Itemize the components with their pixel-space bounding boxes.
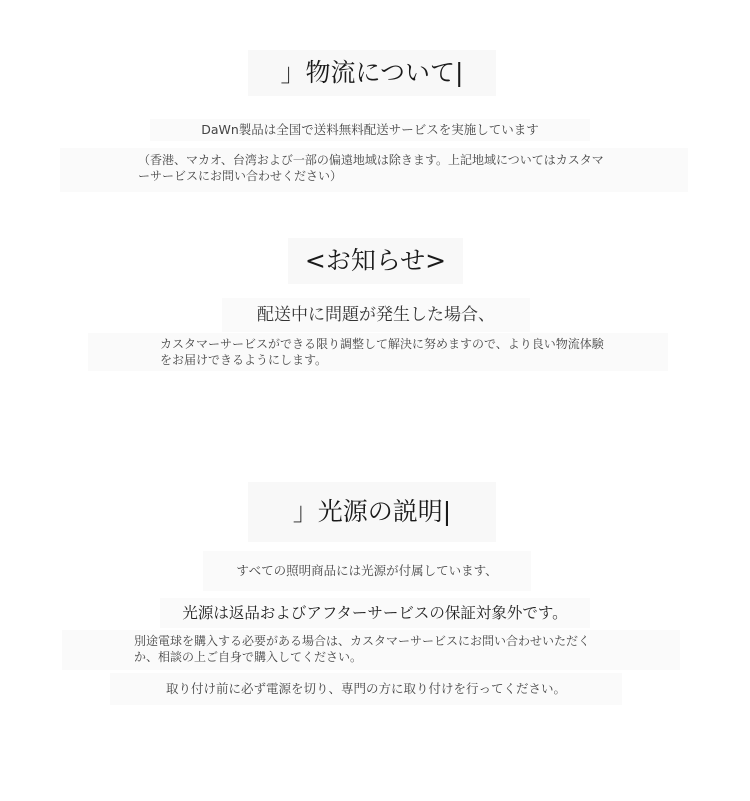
logistics-heading: 」物流について| xyxy=(248,50,496,96)
light-source-safety-note: 取り付け前に必ず電源を切り、専門の方に取り付けを行ってください。 xyxy=(110,673,622,705)
light-source-purchase-note: 別途電球を購入する必要がある場合は、カスタマーサービスにお問い合わせいただくか、相談の上ご自身で購入してください。 xyxy=(62,630,680,670)
logistics-region-note: （香港、マカオ、台湾および一部の偏遠地域は除きます。上記地域についてはカスタマーサービスにお問い合わせください） xyxy=(60,148,688,192)
notice-heading: <お知らせ> xyxy=(288,238,463,284)
light-source-included-text: すべての照明商品には光源が付属しています、 xyxy=(203,551,531,591)
light-source-warranty-warning: 光源は返品およびアフターサービスの保証対象外です。 xyxy=(160,598,590,628)
notice-body-text: カスタマーサービスができる限り調整して解決に努めますので、より良い物流体験をお届けできるようにします。 xyxy=(88,333,668,371)
light-source-heading: 」光源の説明| xyxy=(248,482,496,542)
logistics-free-shipping-text: DaWn製品は全国で送料無料配送サービスを実施しています xyxy=(150,119,590,141)
notice-sub-heading: 配送中に問題が発生した場合、 xyxy=(222,298,530,332)
